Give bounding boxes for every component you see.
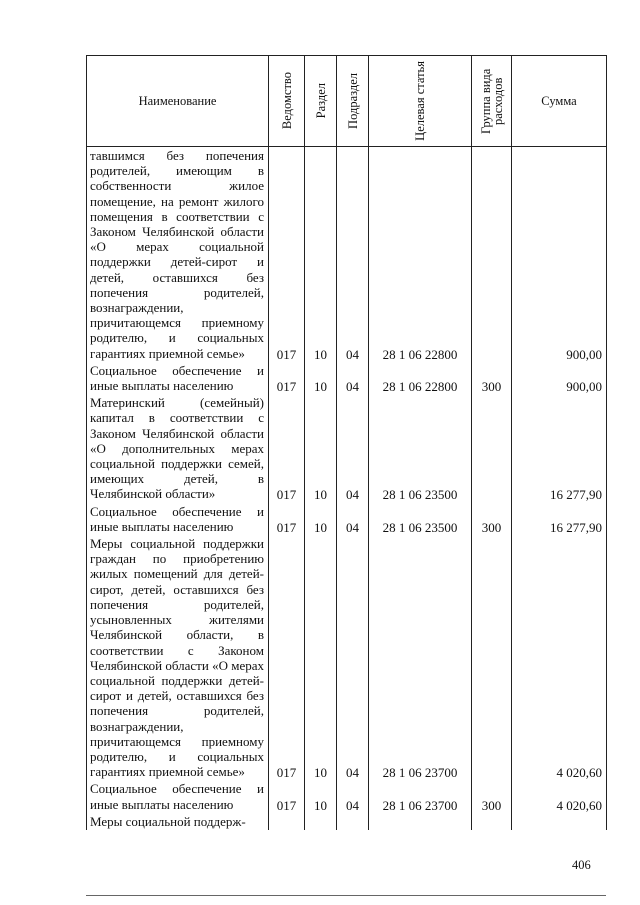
- table-header-row: [87, 56, 607, 147]
- row-group: [472, 813, 512, 830]
- header-target: Целевая статья: [369, 56, 472, 147]
- row-vedomstvo: 017: [269, 394, 305, 502]
- table-row: [87, 394, 607, 502]
- footer-divider: [86, 895, 606, 896]
- row-vedomstvo: 017: [269, 780, 305, 812]
- table-row: [87, 813, 607, 830]
- row-razdel: 10: [305, 503, 337, 535]
- row-group: 300: [472, 362, 512, 394]
- row-target: 28 1 06 23500: [369, 503, 472, 535]
- row-podrazdel: 04: [337, 394, 369, 502]
- header-razdel: Раздел: [305, 56, 337, 147]
- row-sum: 4 020,60: [512, 780, 607, 812]
- row-razdel: [305, 813, 337, 830]
- row-sum: [512, 813, 607, 830]
- row-sum: 900,00: [512, 147, 607, 362]
- row-group: 300: [472, 780, 512, 812]
- row-vedomstvo: [269, 813, 305, 830]
- header-name: Наименование: [87, 56, 269, 147]
- table-row: [87, 147, 607, 362]
- row-group: [472, 394, 512, 502]
- header-vedomstvo: Ведомство: [269, 56, 305, 147]
- row-sum: 4 020,60: [512, 535, 607, 780]
- row-target: 28 1 06 23700: [369, 780, 472, 812]
- row-name: Меры социальной поддержки граждан по приобретению жилых помещений для детей-сирот, детей, оставшихся без попечения родителей, усыновленных жителями Челябинской области, в соответствии с Законом Челябинской области «О мерах социальной поддержки детей-сирот и детей, оставшихся без попечения родителей, вознаграждении, причитающемся приемному родителю, и социальных гарантиях приемной семье»: [87, 535, 269, 780]
- row-razdel: 10: [305, 147, 337, 362]
- row-podrazdel: 04: [337, 780, 369, 812]
- table-row: [87, 535, 607, 780]
- page-number: 406: [572, 858, 591, 872]
- budget-table: [86, 55, 607, 830]
- row-name: Меры социальной поддерж-: [87, 813, 269, 830]
- header-podrazdel: Подраздел: [337, 56, 369, 147]
- row-podrazdel: 04: [337, 147, 369, 362]
- row-target: [369, 813, 472, 830]
- row-target: 28 1 06 23700: [369, 535, 472, 780]
- table-row: [87, 503, 607, 535]
- row-vedomstvo: 017: [269, 503, 305, 535]
- row-podrazdel: 04: [337, 535, 369, 780]
- row-razdel: 10: [305, 780, 337, 812]
- row-podrazdel: 04: [337, 362, 369, 394]
- row-vedomstvo: 017: [269, 362, 305, 394]
- row-target: 28 1 06 22800: [369, 362, 472, 394]
- row-name: Материнский (семейный) капитал в соответствии с Законом Челябинской области «О дополнительных мерах социальной поддержки семей, имеющих детей, в Челябинской области»: [87, 394, 269, 502]
- row-name: Социальное обеспечение и иные выплаты населению: [87, 362, 269, 394]
- row-target: 28 1 06 22800: [369, 147, 472, 362]
- row-podrazdel: 04: [337, 503, 369, 535]
- row-group: [472, 535, 512, 780]
- row-razdel: 10: [305, 362, 337, 394]
- row-name: Социальное обеспечение и иные выплаты населению: [87, 780, 269, 812]
- row-name: тавшимся без попечения родителей, имеющим в собственности жилое помещение, на ремонт жилого помещения в соответствии с Законом Челябинской области «О мерах социальной поддержки детей-сирот и детей, оставшихся без попечения родителей, вознаграждении, причитающемся приемному родителю, и социальных гарантиях приемной семье»: [87, 147, 269, 362]
- header-group: Группа вида расходов: [472, 56, 512, 147]
- row-sum: 16 277,90: [512, 503, 607, 535]
- row-razdel: 10: [305, 394, 337, 502]
- header-sum: Сумма: [512, 56, 607, 147]
- row-group: 300: [472, 503, 512, 535]
- row-vedomstvo: 017: [269, 147, 305, 362]
- table-row: [87, 362, 607, 394]
- row-sum: 16 277,90: [512, 394, 607, 502]
- row-vedomstvo: 017: [269, 535, 305, 780]
- row-group: [472, 147, 512, 362]
- table-row: [87, 780, 607, 812]
- row-podrazdel: [337, 813, 369, 830]
- row-name: Социальное обеспечение и иные выплаты населению: [87, 503, 269, 535]
- row-target: 28 1 06 23500: [369, 394, 472, 502]
- row-sum: 900,00: [512, 362, 607, 394]
- row-razdel: 10: [305, 535, 337, 780]
